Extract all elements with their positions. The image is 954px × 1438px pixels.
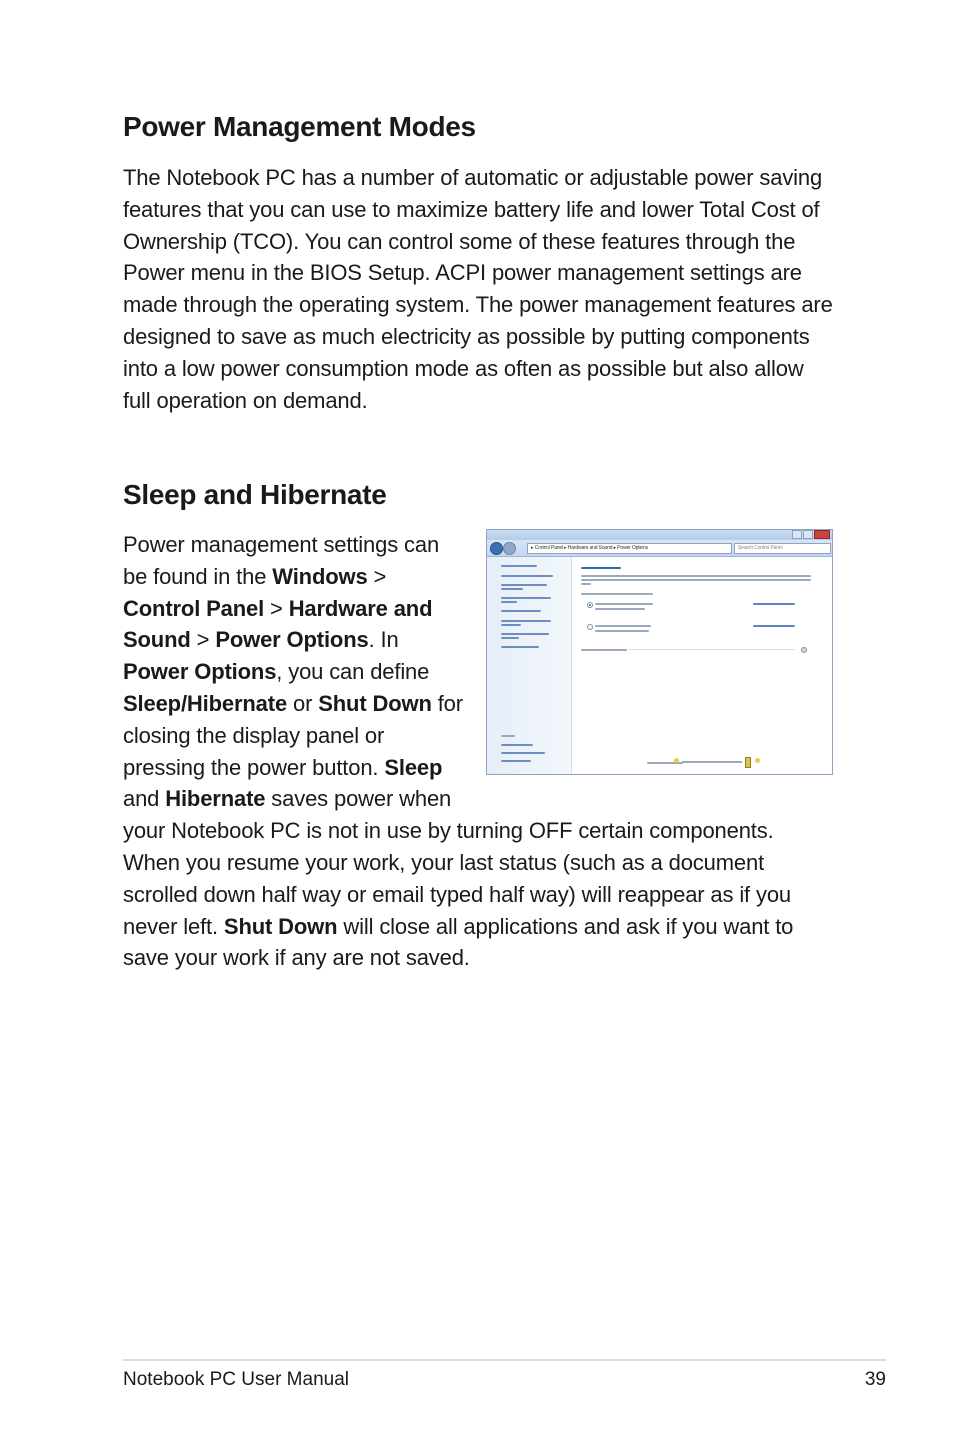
power-options-screenshot bbox=[485, 529, 835, 776]
term-shut-down: Shut Down bbox=[223, 913, 338, 939]
address-toolbar bbox=[487, 540, 832, 557]
plan-radio bbox=[587, 624, 593, 630]
window-controls bbox=[792, 530, 830, 538]
task-link bbox=[501, 575, 553, 577]
show-additional-plans bbox=[581, 649, 627, 651]
change-plan-settings-link bbox=[753, 603, 795, 605]
task-link bbox=[501, 588, 523, 590]
plans-label bbox=[581, 593, 653, 595]
task-link bbox=[501, 610, 541, 612]
task-link bbox=[501, 597, 551, 599]
see-also-label bbox=[501, 735, 515, 737]
change-plan-settings-link bbox=[753, 625, 795, 627]
footer-title: Notebook PC User Manual bbox=[123, 1369, 349, 1390]
plan-name bbox=[595, 603, 653, 605]
paragraph-sleep-hibernate: ▸ Control Panel ▸ Hardware and Sound ▸ Power Options Search Control Panel Power management settings can be found in the Windows > Control Panel > Hardware and Sound > Power Options. In Power Options, you can define Sleep/Hibernate or Shut Down for closing the display panel or pressing the power button. Sleep and Hibernate saves power when your Notebook PC is not in use by turning OFF certain components. When you resume your work, your last status (such as a document scrolled down half way or email typed half way) will reappear as if you never left. Shut Down will close all applications and ask if you want to save your work if any are not saved. bbox=[123, 529, 835, 974]
divider bbox=[629, 649, 795, 650]
term-control-panel: Control Panel bbox=[123, 595, 265, 621]
task-link bbox=[501, 760, 531, 762]
footer-divider bbox=[123, 1359, 886, 1361]
minimize-icon bbox=[792, 530, 802, 539]
term-hibernate: Hibernate bbox=[165, 786, 266, 812]
task-link bbox=[501, 601, 517, 603]
address-bar: ▸ Control Panel ▸ Hardware and Sound ▸ Power Options bbox=[527, 543, 732, 554]
description-line bbox=[581, 579, 811, 581]
close-icon bbox=[814, 530, 830, 539]
pane-title bbox=[581, 567, 621, 569]
term-windows: Windows bbox=[272, 563, 368, 589]
back-icon bbox=[490, 542, 503, 555]
window-titlebar bbox=[487, 530, 832, 540]
plan-radio bbox=[587, 602, 593, 608]
brightness-slider-knob bbox=[745, 757, 751, 768]
task-link bbox=[501, 620, 551, 622]
term-sleep-hibernate: Sleep/Hibernate bbox=[123, 690, 288, 716]
control-panel-window bbox=[486, 529, 833, 775]
term-shut-down: Shut Down bbox=[318, 690, 432, 716]
task-link bbox=[501, 624, 521, 626]
task-pane bbox=[487, 557, 572, 774]
expand-icon bbox=[801, 647, 807, 653]
main-pane bbox=[573, 557, 832, 774]
term-sleep: Sleep bbox=[384, 754, 443, 780]
description-line bbox=[581, 575, 811, 577]
term-power-options: Power Options bbox=[215, 627, 369, 653]
task-link bbox=[501, 637, 519, 639]
term-hardware-and-sound: Hardware and Sound bbox=[123, 595, 433, 653]
task-link bbox=[501, 584, 547, 586]
forward-icon bbox=[503, 542, 516, 555]
maximize-icon bbox=[803, 530, 813, 539]
heading-power-management-modes: Power Management Modes bbox=[123, 111, 476, 142]
plan-desc bbox=[595, 630, 649, 632]
brightness-low-icon bbox=[674, 758, 679, 763]
heading-sleep-and-hibernate: Sleep and Hibernate bbox=[123, 479, 387, 510]
task-link bbox=[501, 565, 537, 567]
plan-desc bbox=[595, 608, 645, 610]
term-power-options: Power Options bbox=[123, 659, 277, 685]
plan-name bbox=[595, 625, 651, 627]
task-link bbox=[501, 633, 549, 635]
search-box: Search Control Panel bbox=[734, 543, 831, 554]
task-link bbox=[501, 646, 539, 648]
page-number: 39 bbox=[864, 1369, 886, 1390]
description-line bbox=[581, 583, 591, 585]
task-link bbox=[501, 744, 533, 746]
brightness-slider-track bbox=[682, 761, 742, 763]
paragraph-power-management: The Notebook PC has a number of automatic or adjustable power saving features that you can use to maximize battery life and lower Total Cost of Ownership (TCO). You can control some of these features through the Power menu in the BIOS Setup. ACPI power management settings are made through the operating system. The power management features are designed to save as much electricity as possible by putting components into a low power consumption mode as often as possible but also allow full operation on demand. bbox=[123, 165, 833, 413]
brightness-high-icon bbox=[755, 758, 760, 763]
task-link bbox=[501, 752, 545, 754]
